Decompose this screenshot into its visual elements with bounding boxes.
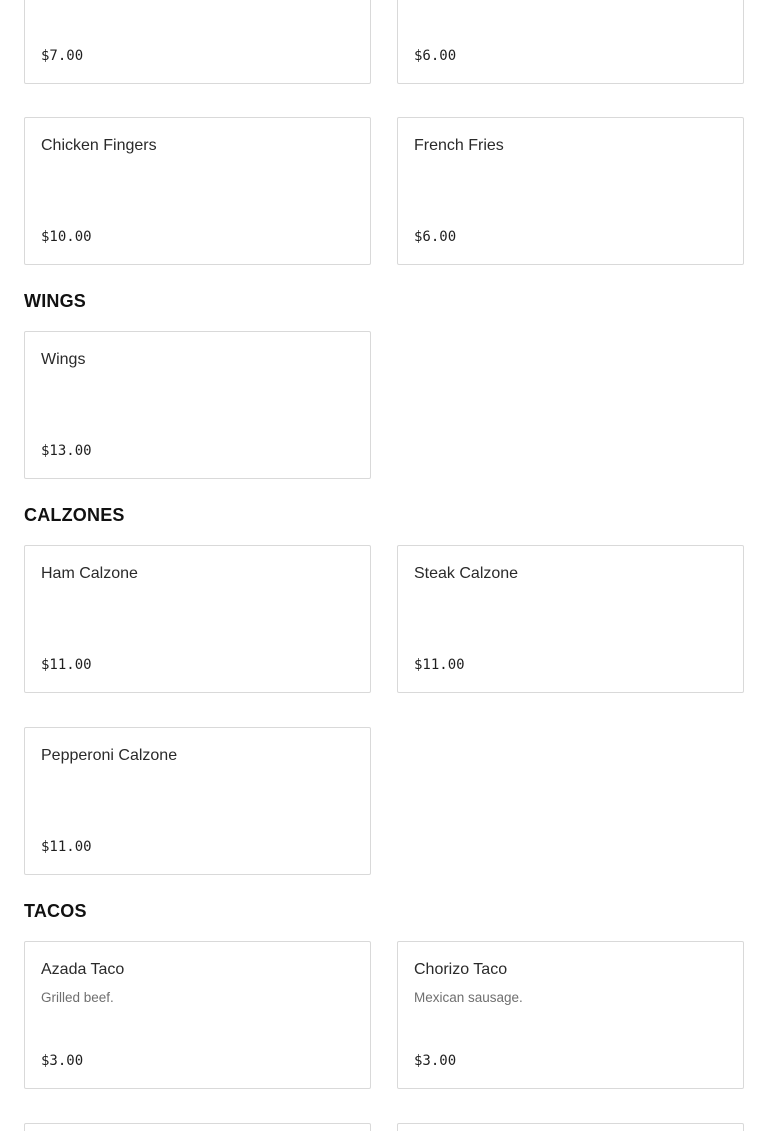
menu-item-card[interactable] (24, 941, 371, 1089)
item-price: $3.00 (41, 1053, 84, 1069)
section-title-wings: WINGS (24, 291, 86, 311)
menu-item-card[interactable] (24, 1123, 371, 1131)
item-price: $6.00 (414, 48, 457, 64)
menu-item-card[interactable] (24, 331, 371, 479)
menu-item-card[interactable] (24, 545, 371, 693)
menu-item-card[interactable] (24, 0, 371, 84)
item-name: Ham Calzone (41, 565, 138, 582)
item-price: $3.00 (414, 1053, 457, 1069)
menu-item-card[interactable] (397, 941, 744, 1089)
item-description: Grilled beef. (41, 990, 114, 1005)
item-name: Pepperoni Calzone (41, 747, 178, 764)
item-price: $11.00 (41, 657, 92, 673)
section-title-calzones: CALZONES (24, 505, 125, 525)
item-price: $10.00 (41, 229, 92, 245)
item-name: Chicken Fingers (41, 137, 157, 154)
section-title-tacos: TACOS (24, 901, 87, 921)
menu-item-card[interactable] (24, 117, 371, 265)
item-name: Chorizo Taco (414, 961, 508, 978)
menu-item-card[interactable] (397, 117, 744, 265)
item-name: Azada Taco (41, 961, 125, 978)
item-name: Steak Calzone (414, 565, 519, 582)
item-name: Wings (41, 351, 86, 368)
item-price: $11.00 (41, 839, 92, 855)
menu-item-card[interactable] (397, 0, 744, 84)
item-name: French Fries (414, 137, 504, 154)
item-price: $13.00 (41, 443, 92, 459)
item-price: $6.00 (414, 229, 457, 245)
menu-item-card[interactable] (397, 545, 744, 693)
item-price: $7.00 (41, 48, 84, 64)
item-price: $11.00 (414, 657, 465, 673)
menu-item-card[interactable] (397, 1123, 744, 1131)
menu-item-card[interactable] (24, 727, 371, 875)
item-description: Mexican sausage. (414, 990, 523, 1005)
